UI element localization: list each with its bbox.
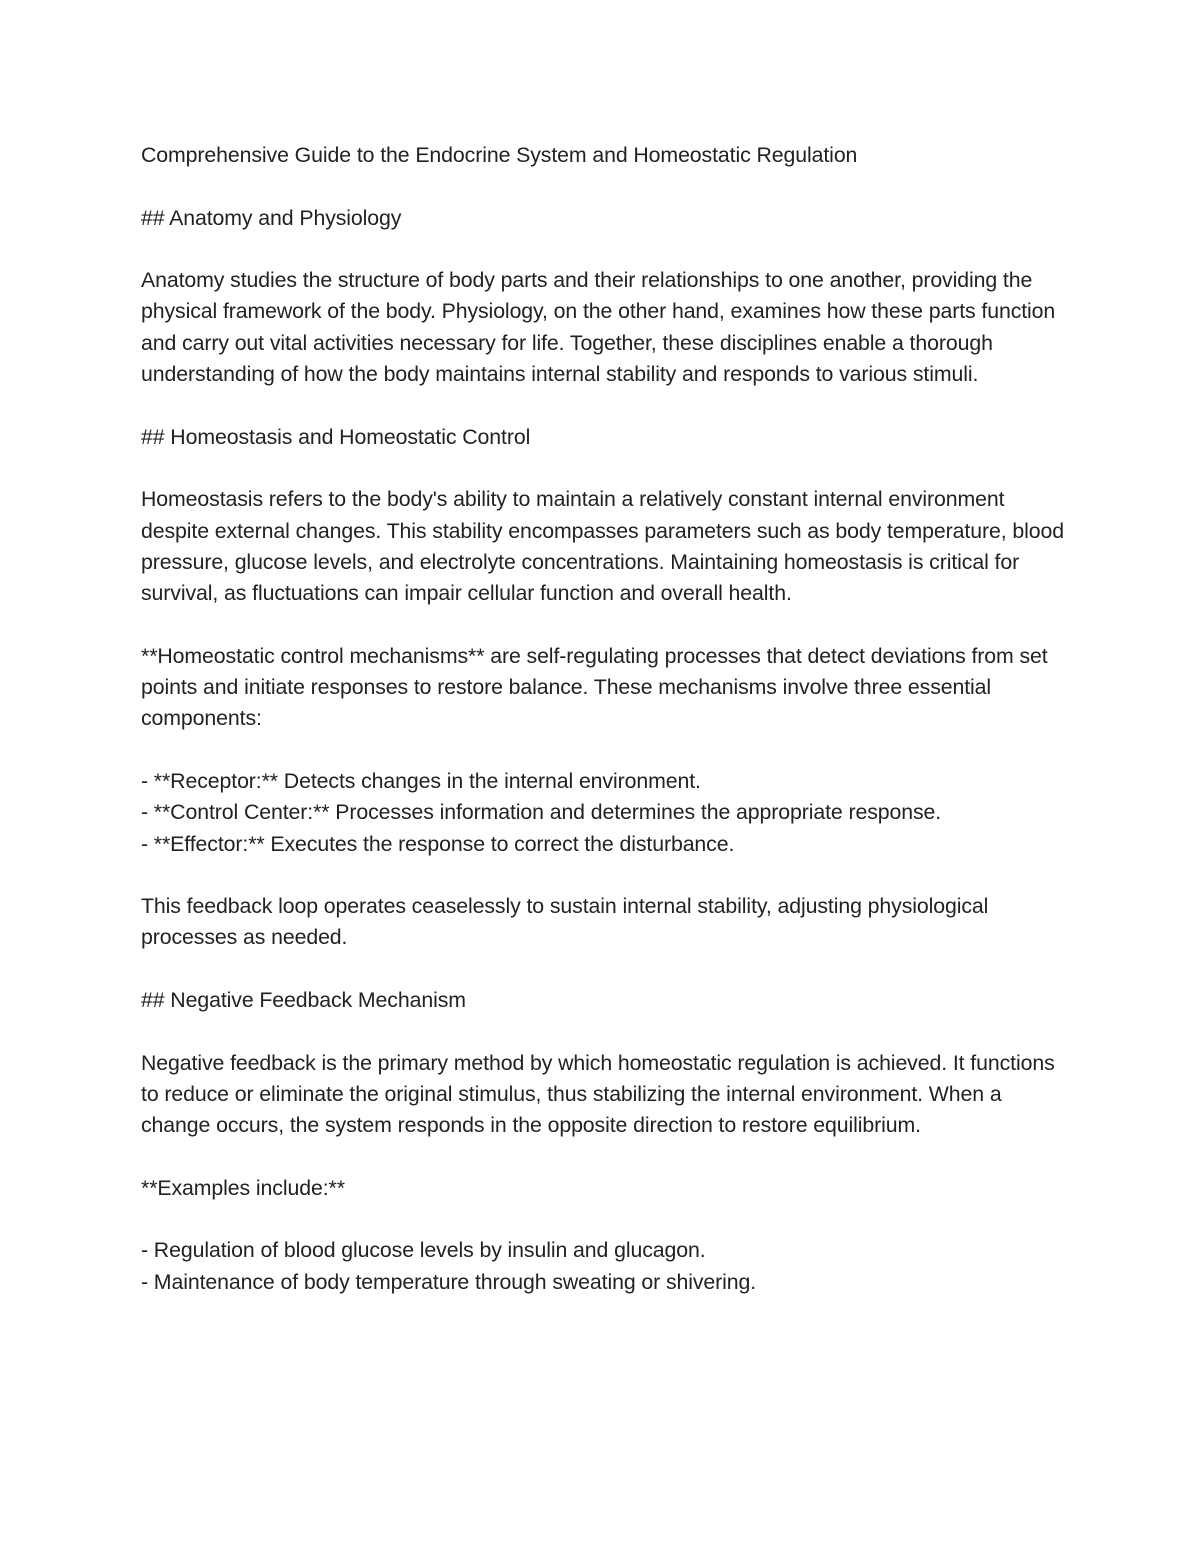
document-title: Comprehensive Guide to the Endocrine System and Homeostatic Regulation [141,143,858,167]
list-item-glucose: - Regulation of blood glucose levels by insulin and glucagon. [141,1238,706,1263]
section-heading-negative-feedback: ## Negative Feedback Mechanism [141,988,466,1013]
paragraph-anatomy: Anatomy studies the structure of body parts and their relationships to one another, providing the physical framework of the body. Physiology, on the other hand, examines how these parts function and carry out vital activities necessary for life. Together, these disciplines enable a thorough understanding of how the body maintains internal stability and responds to various stimuli. [141,268,1056,387]
section-heading-anatomy: ## Anatomy and Physiology [141,205,402,230]
paragraph-negative-feedback: Negative feedback is the primary method by which homeostatic regulation is achieved. It functions to reduce or eliminate the original stimulus, thus stabilizing the internal environment. When a change occurs, the system responds in the opposite direction to restore equilibrium. [141,1050,1055,1138]
list-item-control-center: - **Control Center:** Processes information and determines the appropriate response. [141,800,942,825]
paragraph-homeostasis: Homeostasis refers to the body's ability to maintain a relatively constant internal environment despite external changes. This stability encompasses parameters such as body temperature, blood pressure, glucose levels, and electrolyte concentrations. Maintaining homeostasis is critical for survival, as fluctuations can impair cellular function and overall health. [141,487,1064,606]
document-content [141,140,1071,1329]
list-item-temperature: - Maintenance of body temperature through sweating or shivering. [141,1269,757,1294]
list-item-receptor: - **Receptor:** Detects changes in the internal environment. [141,768,701,793]
section-heading-homeostasis: ## Homeostasis and Homeostatic Control [141,424,531,449]
paragraph-control-mechanisms: **Homeostatic control mechanisms** are self-regulating processes that detect deviations from set points and initiate responses to restore balance. These mechanisms involve three essential components: [141,643,1048,731]
list-item-effector: - **Effector:** Executes the response to correct the disturbance. [141,831,735,856]
components-list [141,766,1071,860]
paragraph-examples-label: **Examples include:** [141,1175,345,1200]
examples-list [141,1235,1071,1298]
paragraph-feedback-loop: This feedback loop operates ceaselessly to sustain internal stability, adjusting physiological processes as needed. [141,894,989,950]
